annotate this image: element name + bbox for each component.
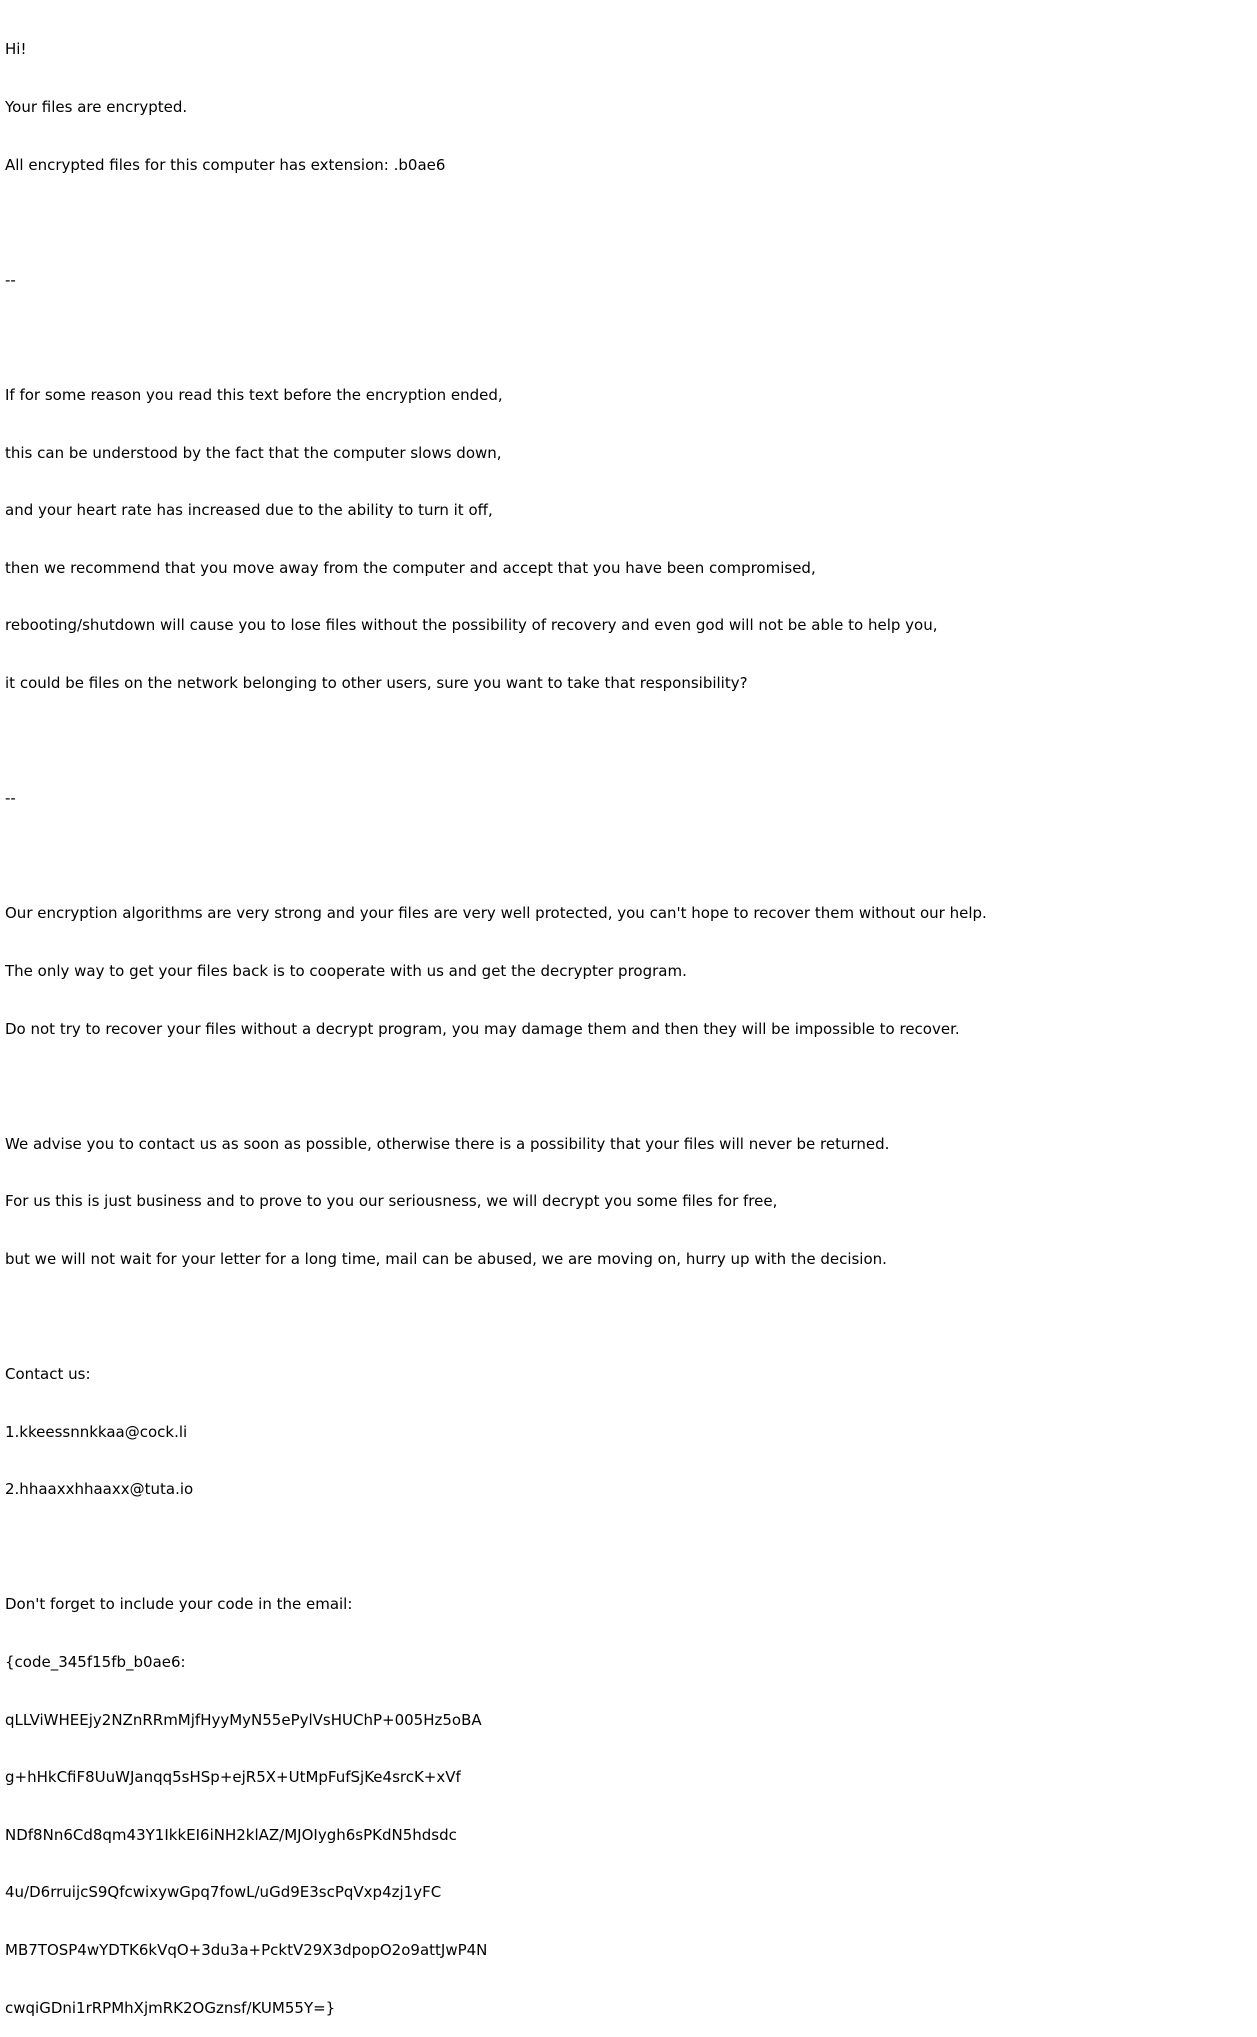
code-block-line: NDf8Nn6Cd8qm43Y1IkkEI6iNH2klAZ/MJOIygh6sPKdN5hdsdc [5,1825,457,1844]
warning-line-2: this can be understood by the fact that the computer slows down, [5,443,502,462]
contact-email-2: 2.hhaaxxhhaaxx@tuta.io [5,1480,194,1499]
code-block-line: g+hHkCfiF8UuWJanqq5sHSp+ejR5X+UtMpFufSjKe4srcK+xVf [5,1768,461,1787]
contact-heading: Contact us: [5,1365,91,1384]
warning-line-5: rebooting/shutdown will cause you to lose files without the possibility of recovery and even god will not be able to help you, [5,616,938,635]
blank-line [5,213,1257,232]
warning-line-6: it could be files on the network belonging to other users, sure you want to take that responsibility? [5,673,748,692]
blank-line [5,732,1257,751]
warning-line-1: If for some reason you read this text before the encryption ended, [5,385,503,404]
code-block-line: MB7TOSP4wYDTK6kVqO+3du3a+PcktV29X3dpopO2o9attJwP4N [5,1941,488,1959]
encrypted-notice-line: Your files are encrypted. [5,98,188,116]
separator-line: -- [5,789,16,808]
separator-line: -- [5,270,16,289]
code-instruction-line: Don't forget to include your code in the email: [5,1595,353,1614]
blank-line [5,328,1257,347]
blank-line [5,1077,1257,1096]
code-block-line: cwqiGDni1rRPMhXjmRK2OGznsf/KUM55Y=} [5,1998,336,2017]
warning-line-4: then we recommend that you move away from the computer and accept that you have been compromised, [5,558,816,577]
advice-line-2: For us this is just business and to prove to you our seriousness, we will decrypt you some files for free, [5,1192,778,1211]
blank-line [5,847,1257,866]
algorithm-line-1: Our encryption algorithms are very strong and your files are very well protected, you can't hope to recover them without our help. [5,904,987,923]
code-block-line: qLLViWHEEjy2NZnRRmMjfHyyMyN55ePylVsHUChP+005Hz5oBA [5,1710,482,1729]
algorithm-line-3: Do not try to recover your files without a decrypt program, you may damage them and then they will be impossible to recover. [5,1019,960,1038]
algorithm-line-2: The only way to get your files back is to cooperate with us and get the decrypter program. [5,961,687,980]
warning-line-3: and your heart rate has increased due to the ability to turn it off, [5,501,493,520]
blank-line [5,1538,1257,1557]
code-header-line: {code_345f15fb_b0ae6: [5,1653,186,1672]
code-block-line: 4u/D6rruijcS9QfcwixywGpq7fowL/uGd9E3scPqVxp4zj1yFC [5,1883,442,1902]
extension-line: All encrypted files for this computer has extension: .b0ae6 [5,155,446,174]
greeting-line: Hi! [5,40,27,59]
advice-line-1: We advise you to contact us as soon as possible, otherwise there is a possibility that your files will never be returned. [5,1134,890,1153]
advice-line-3: but we will not wait for your letter for a long time, mail can be abused, we are moving on, hurry up with the decision. [5,1249,887,1268]
contact-email-1: 1.kkeessnnkkaa@cock.li [5,1422,188,1441]
blank-line [5,1307,1257,1326]
